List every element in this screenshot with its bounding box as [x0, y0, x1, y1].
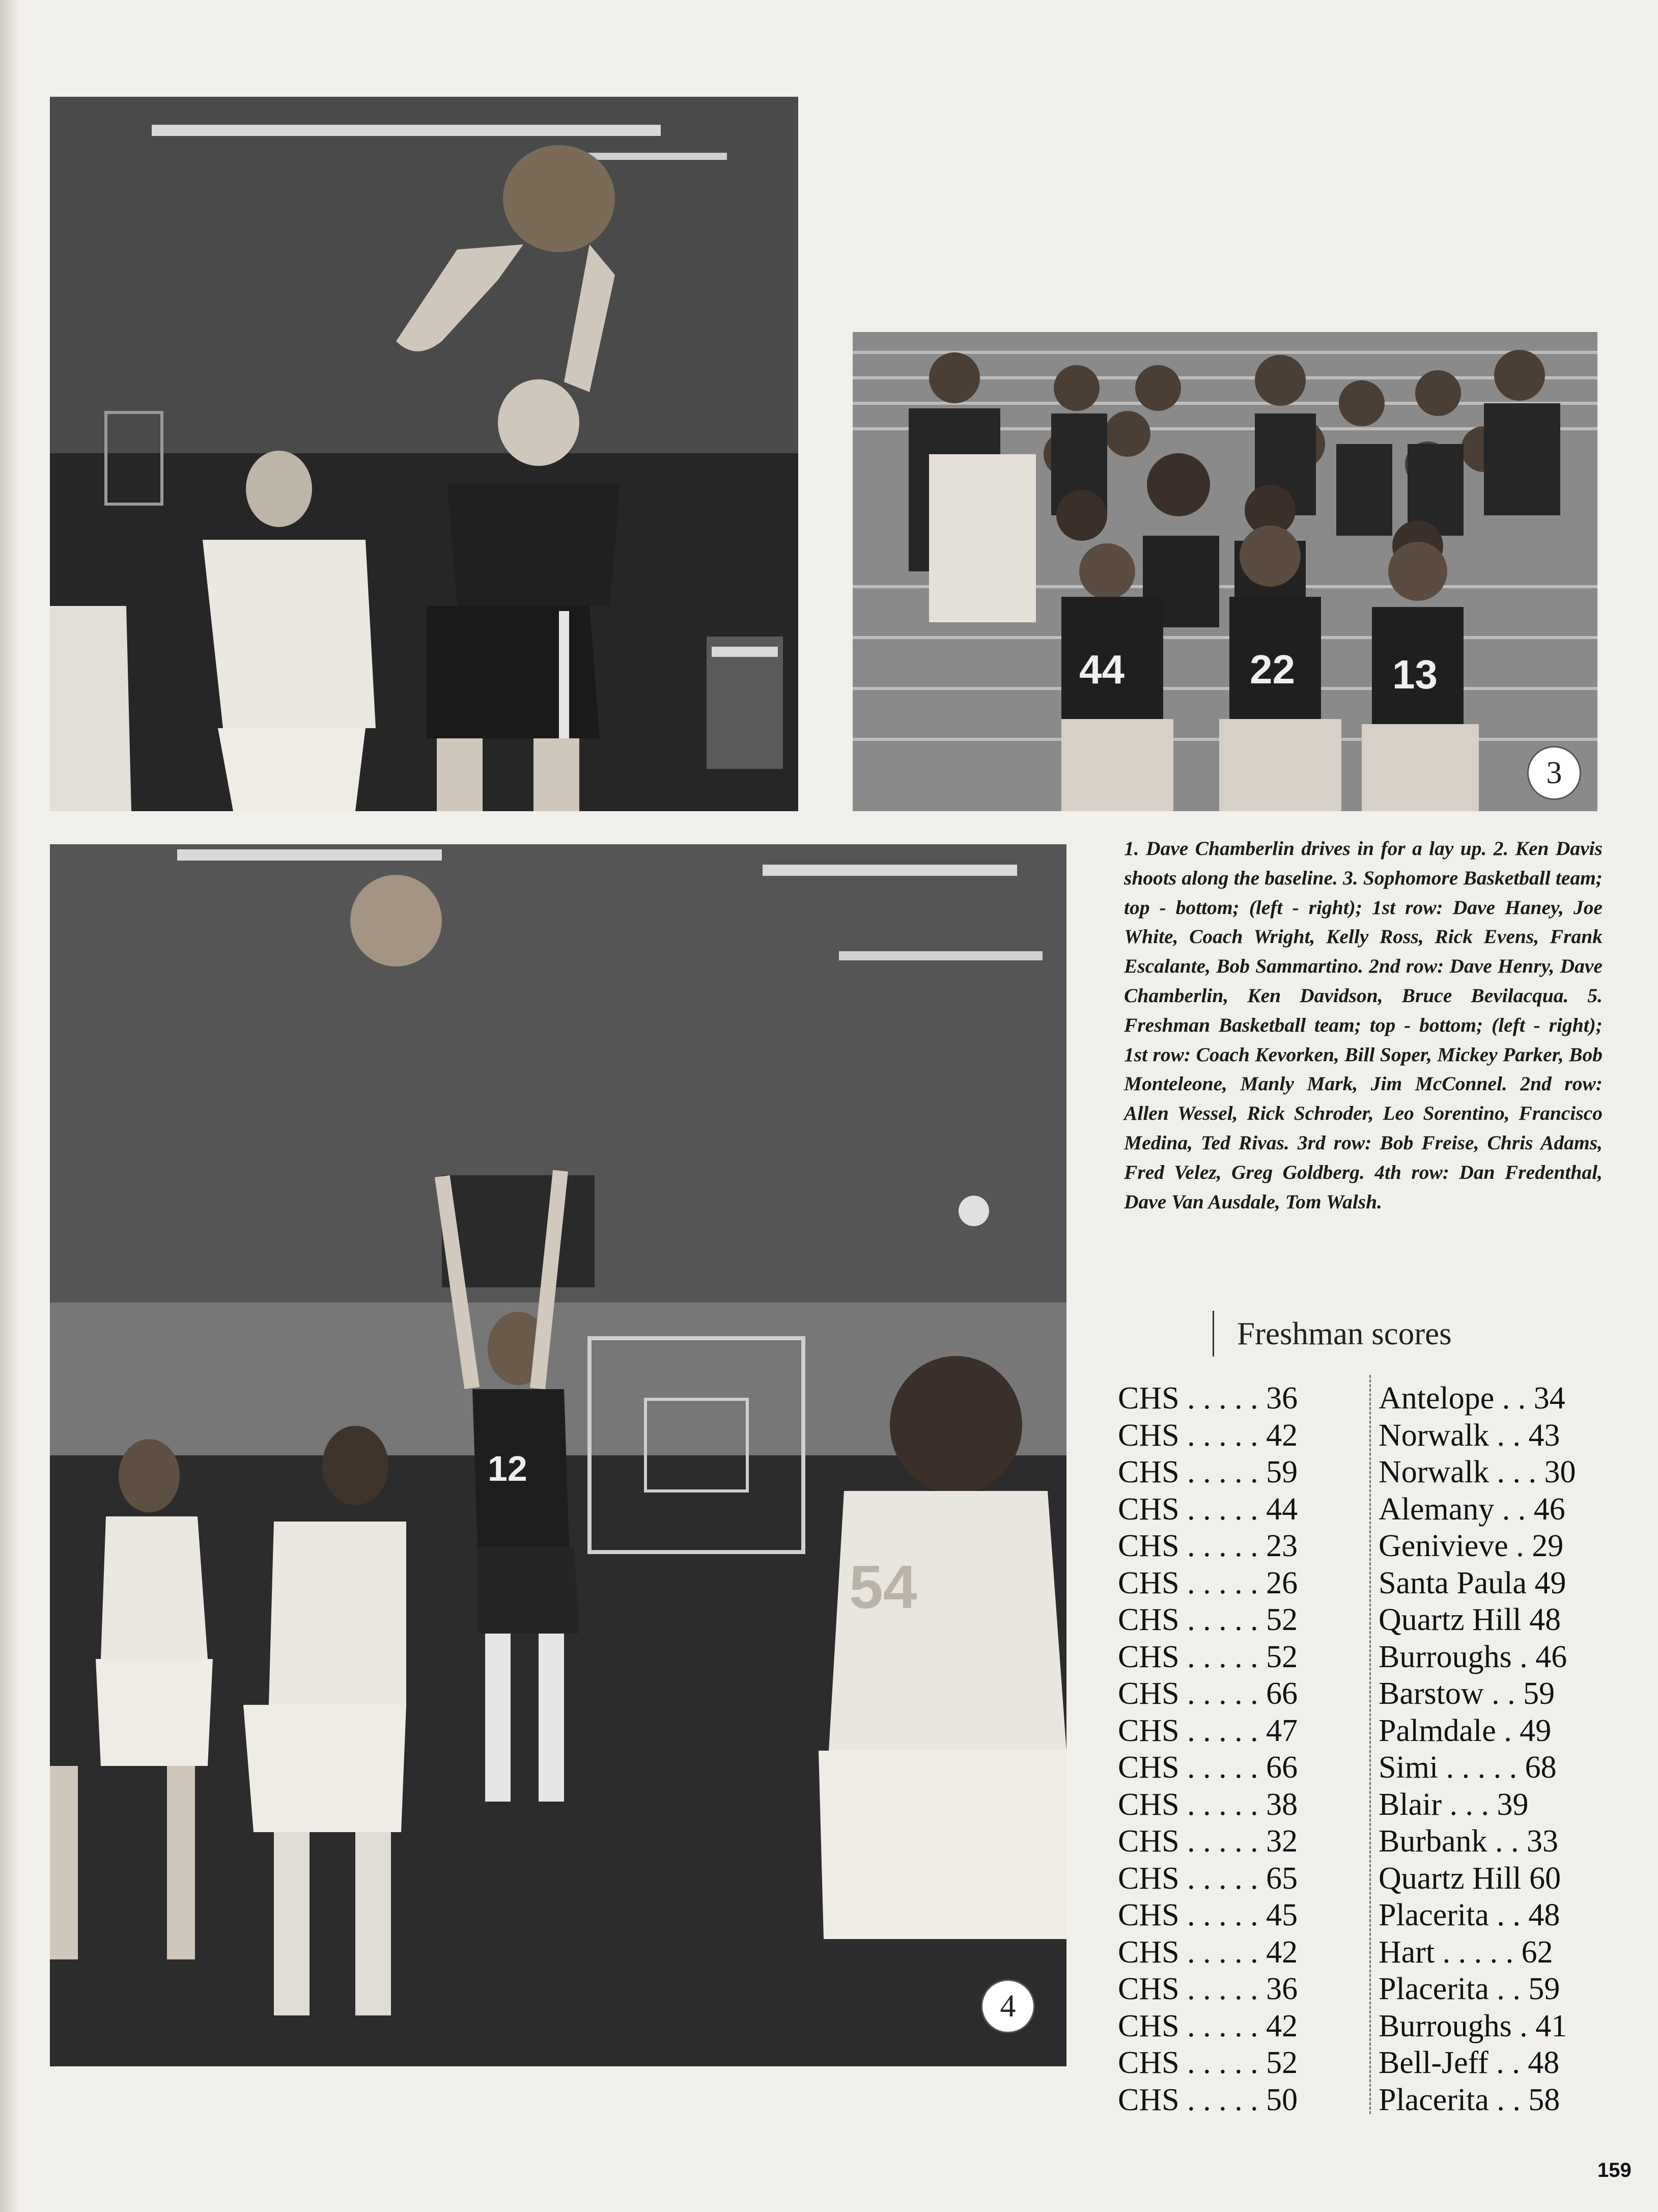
score-row	[1118, 1860, 1607, 1897]
chs-score: CHS . . . . . 52	[1118, 2045, 1298, 2080]
score-row	[1118, 1454, 1607, 1491]
opponent-score: Bell-Jeff . . 48	[1379, 2045, 1560, 2080]
score-row	[1118, 1786, 1607, 1823]
opponent-score: Quartz Hill 60	[1379, 1861, 1561, 1896]
score-row	[1118, 1491, 1607, 1528]
score-row	[1118, 1934, 1607, 1971]
chs-score: CHS . . . . . 36	[1118, 1381, 1298, 1416]
chs-score: CHS . . . . . 44	[1118, 1491, 1298, 1527]
score-row	[1118, 2082, 1607, 2119]
chs-score: CHS . . . . . 42	[1118, 1418, 1298, 1453]
opponent-score: Norwalk . . 43	[1379, 1418, 1560, 1453]
scores-title: Freshman scores	[1213, 1311, 1452, 1357]
opponent-score: Quartz Hill 48	[1379, 1602, 1561, 1637]
score-row	[1118, 1380, 1607, 1417]
chs-score: CHS . . . . . 42	[1118, 1934, 1298, 1970]
photo-player-shooting	[50, 97, 798, 811]
opponent-score: Placerita . . 58	[1379, 2082, 1560, 2117]
score-row	[1118, 2008, 1607, 2045]
svg-text:13: 13	[1392, 652, 1438, 697]
svg-text:44: 44	[1079, 647, 1125, 692]
opponent-score: Norwalk . . . 30	[1379, 1455, 1576, 1489]
chs-score: CHS . . . . . 38	[1118, 1787, 1298, 1822]
page-number: 159	[1597, 2159, 1632, 2181]
score-row	[1118, 1639, 1607, 1676]
opponent-score: Genivieve . 29	[1379, 1529, 1564, 1563]
chs-score: CHS . . . . . 52	[1118, 1602, 1298, 1637]
photo-team-group	[853, 332, 1597, 811]
opponent-score: Blair . . . 39	[1379, 1787, 1529, 1822]
score-row	[1118, 1897, 1607, 1934]
photo-4-image	[50, 844, 1066, 2066]
score-row	[1118, 2044, 1607, 2082]
chs-score: CHS . . . . . 52	[1118, 1639, 1298, 1674]
photo-caption	[1124, 834, 1603, 1216]
chs-score: CHS . . . . . 59	[1118, 1455, 1298, 1489]
score-row	[1118, 1528, 1607, 1565]
chs-score: CHS . . . . . 47	[1118, 1713, 1298, 1748]
opponent-score: Antelope . . 34	[1379, 1381, 1565, 1416]
chs-score: CHS . . . . . 42	[1118, 2008, 1298, 2043]
score-row	[1118, 1823, 1607, 1860]
svg-text:54: 54	[849, 1553, 917, 1621]
chs-score: CHS . . . . . 36	[1118, 1972, 1298, 2006]
scores-table	[1118, 1380, 1607, 2118]
opponent-score: Placerita . . 48	[1379, 1898, 1560, 1932]
opponent-score: Alemany . . 46	[1379, 1491, 1565, 1527]
photo-2-image	[50, 97, 798, 811]
chs-score: CHS . . . . . 45	[1118, 1898, 1298, 1932]
opponent-score: Burroughs . 41	[1379, 2008, 1567, 2043]
svg-text:12: 12	[488, 1449, 527, 1488]
score-row	[1118, 1601, 1607, 1639]
score-row	[1118, 1565, 1607, 1602]
chs-score: CHS . . . . . 32	[1118, 1824, 1298, 1859]
score-row	[1118, 1417, 1607, 1454]
score-row	[1118, 1749, 1607, 1786]
score-row	[1118, 1712, 1607, 1750]
score-row	[1118, 1675, 1607, 1712]
opponent-score: Barstow . . 59	[1379, 1676, 1555, 1711]
opponent-score: Palmdale . 49	[1379, 1713, 1552, 1748]
opponent-score: Placerita . . 59	[1379, 1972, 1560, 2006]
chs-score: CHS . . . . . 26	[1118, 1565, 1298, 1600]
photo-number-badge: 4	[981, 1979, 1035, 2033]
opponent-score: Burbank . . 33	[1379, 1824, 1559, 1859]
chs-score: CHS . . . . . 65	[1118, 1861, 1298, 1896]
svg-text:22: 22	[1250, 647, 1295, 692]
chs-score: CHS . . . . . 66	[1118, 1676, 1298, 1711]
opponent-score: Hart . . . . . 62	[1379, 1934, 1553, 1970]
page-gutter-shadow	[0, 0, 18, 2212]
chs-score: CHS . . . . . 23	[1118, 1529, 1298, 1563]
opponent-score: Burroughs . 46	[1379, 1639, 1567, 1674]
chs-score: CHS . . . . . 50	[1118, 2082, 1298, 2117]
opponent-score: Simi . . . . . 68	[1379, 1750, 1557, 1785]
photo-jump-shot	[50, 844, 1066, 2066]
chs-score: CHS . . . . . 66	[1118, 1750, 1298, 1785]
photo-3-image	[853, 332, 1597, 811]
caption-text: 1. Dave Chamberlin drives in for a lay up. 2. Ken Davis shoots along the baseline. 3. Sophomore Basketball team; top - bottom; (left - right); 1st row: Dave Haney, Joe White, Coach Wright, Kelly Ross, Rick Evens, Frank Escalante, Bob Sammartino. 2nd row: Dave Henry, Dave Chamberlin, Ken Davidson, Bruce Bevilacqua. 5. Freshman Basketball team; top - bottom; (left - right); 1st row: Coach Kevorken, Bill Soper, Mickey Parker, Bob Monteleone, Manly Mark, Jim McConnel. 2nd row: Allen Wessel, Rick Schroder, Leo Sorentino, Francisco Medina, Ted Rivas. 3rd row: Bob Freise, Chris Adams, Fred Velez, Greg Goldberg. 4th row: Dan Fredenthal, Dave Van Ausdale, Tom Walsh.	[1124, 837, 1603, 1213]
opponent-score: Santa Paula 49	[1379, 1565, 1566, 1600]
photo-number-badge: 3	[1527, 746, 1581, 800]
score-row	[1118, 1971, 1607, 2008]
